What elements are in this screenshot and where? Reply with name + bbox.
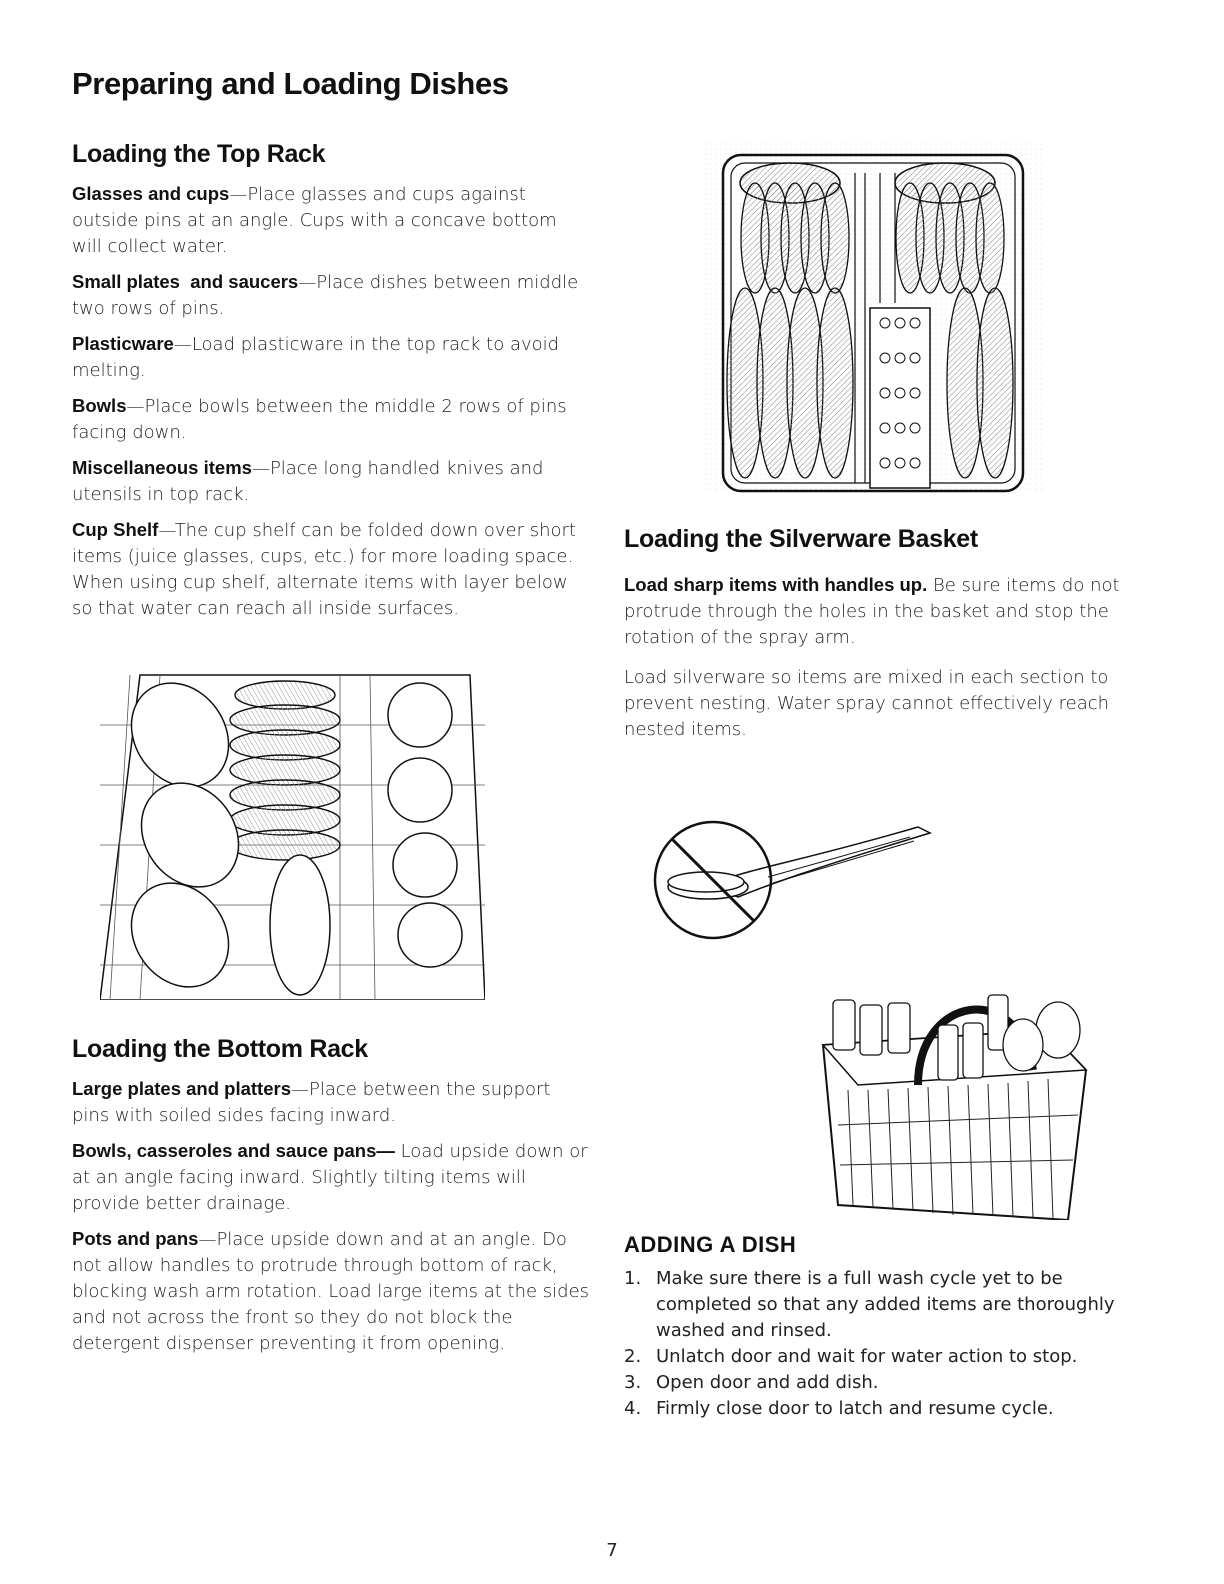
item-label: Large plates and platters (72, 1078, 291, 1099)
top-rack-item (72, 331, 592, 384)
silverware-basket-illustration (818, 975, 1088, 1220)
silverware-label: Load sharp items with handles up. (624, 574, 928, 595)
page-title: Preparing and Loading Dishes (72, 66, 509, 101)
item-label: Small plates and saucers (72, 271, 299, 292)
item-label: Plasticware (72, 333, 174, 354)
silverware-text: Be sure items do not protrude through the holes in the basket and stop the rotation of the spray arm. (624, 575, 1120, 648)
item-text: —Place glasses and cups against outside pins at an angle. Cups with a concave bottom will collect water. (72, 184, 557, 257)
top-rack-item (72, 455, 592, 508)
adding-dish-section (624, 1232, 1129, 1422)
step-text: Open door and add dish. (656, 1372, 879, 1393)
list-item (624, 1344, 1129, 1370)
step-number: 2. (624, 1346, 642, 1367)
item-text: —The cup shelf can be folded down over short items (juice glasses, cups, etc.) for more loading space. When using cup shelf, alternate items with layer below so that water can reach all inside surfaces. (72, 520, 576, 619)
top-rack-item (72, 181, 592, 260)
item-label: Miscellaneous items (72, 457, 252, 478)
list-item (624, 1370, 1129, 1396)
bottom-rack-section (72, 1035, 592, 1366)
step-number: 4. (624, 1398, 642, 1419)
top-rack-item (72, 269, 592, 322)
step-text: Firmly close door to latch and resume cycle. (656, 1398, 1054, 1419)
adding-dish-steps (624, 1266, 1129, 1422)
step-text: Unlatch door and wait for water action to stop. (656, 1346, 1078, 1367)
bottom-rack-item (72, 1226, 592, 1357)
item-label: Bowls (72, 395, 127, 416)
item-text: —Place long handled knives and utensils in top rack. (72, 458, 544, 505)
item-text: —Load plasticware in the top rack to avoid melting. (72, 334, 560, 381)
item-label: Pots and pans (72, 1228, 199, 1249)
adding-dish-heading: ADDING A DISH (624, 1232, 797, 1257)
item-text: —Place between the support pins with soiled sides facing inward. (72, 1079, 551, 1126)
item-label: Bowls, casseroles and sauce pans— (72, 1140, 395, 1161)
step-text: Make sure there is a full wash cycle yet to be completed so that any added items are thoroughly washed and rinsed. (656, 1268, 1115, 1341)
bottom-rack-item (72, 1076, 592, 1129)
bottom-rack-item (72, 1138, 592, 1217)
silverware-section (624, 525, 1129, 752)
no-nested-spoons-icon (648, 815, 933, 945)
item-text: Load upside down or at an angle facing inward. Slightly tilting items will provide better drainage. (72, 1141, 588, 1214)
step-number: 1. (624, 1268, 642, 1289)
top-rack-item (72, 517, 592, 622)
silverware-heading: Loading the Silverware Basket (624, 525, 978, 553)
page-number: 7 (606, 1540, 618, 1561)
top-rack-illustration (705, 143, 1045, 493)
item-text: —Place bowls between the middle 2 rows of pins facing down. (72, 396, 567, 443)
top-rack-section (72, 140, 592, 631)
item-text: —Place upside down and at an angle. Do not allow handles to protrude through bottom of rack, blocking wash arm rotation. Load large items at the sides and not across the front so they do not block the detergent dispenser preventing it from opening. (72, 1229, 590, 1354)
item-label: Cup Shelf (72, 519, 159, 540)
bottom-rack-heading: Loading the Bottom Rack (72, 1035, 368, 1063)
top-rack-item (72, 393, 592, 446)
silverware-paragraph (624, 572, 1129, 651)
bottom-rack-illustration (100, 665, 485, 1000)
silverware-paragraph: Load silverware so items are mixed in each section to prevent nesting. Water spray cannot effectively reach nested items. (624, 667, 1110, 740)
item-text: —Place dishes between middle two rows of pins. (72, 272, 579, 319)
list-item (624, 1266, 1129, 1344)
step-number: 3. (624, 1372, 642, 1393)
item-label: Glasses and cups (72, 183, 230, 204)
list-item (624, 1396, 1129, 1422)
top-rack-heading: Loading the Top Rack (72, 140, 326, 168)
